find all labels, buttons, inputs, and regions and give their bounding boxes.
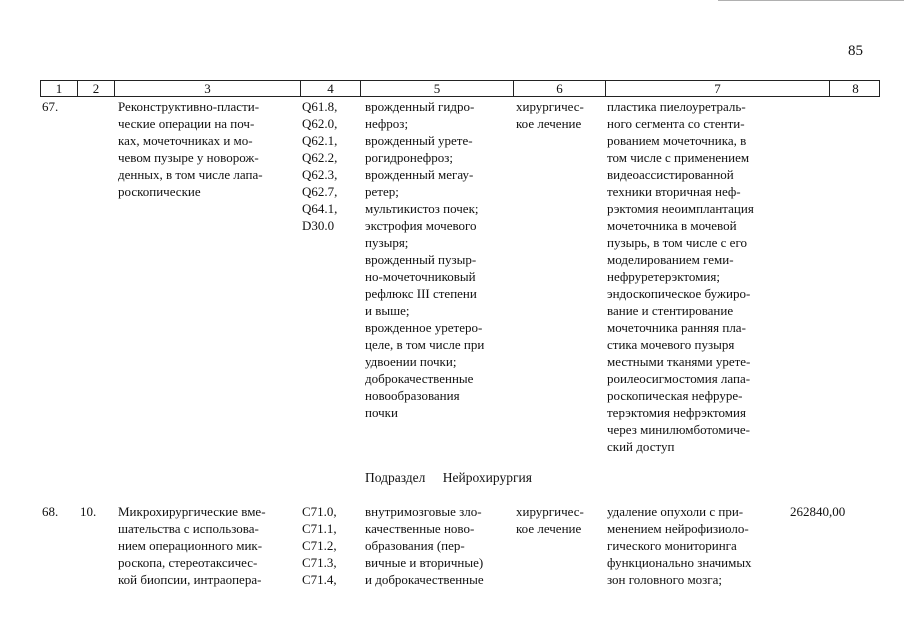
diagnosis-model: внутримозговые зло- качественные ново- образования (пер- вичные и вторичные) и доброкачественные (365, 504, 484, 587)
treatment-type: хирургичес- кое лечение (516, 504, 584, 536)
icd-codes: Q61.8, Q62.0, Q62.1, Q62.2, Q62.3, Q62.7, Q64.1, D30.0 (302, 99, 338, 233)
header-col-3: 3 (115, 81, 301, 96)
header-col-7: 7 (606, 81, 830, 96)
subsection-heading (365, 470, 532, 486)
header-col-5: 5 (361, 81, 514, 96)
icd-codes: C71.0, C71.1, C71.2, C71.3, C71.4, (302, 504, 337, 587)
header-col-2: 2 (78, 81, 115, 96)
treatment-type: хирургичес- кое лечение (516, 99, 584, 131)
group-number: 10. (80, 504, 97, 519)
header-col-8: 8 (852, 81, 859, 96)
row-number: 68. (42, 504, 59, 519)
subsection-label: Подраздел (365, 470, 426, 485)
treatment-method: удаление опухоли с при- менением нейрофизиоло- гического мониторинга функционально значимых зон головного мозга; (607, 504, 752, 587)
page-number: 85 (848, 43, 863, 59)
row-number: 67. (42, 99, 59, 114)
table-header-row (40, 80, 880, 97)
top-rule (718, 0, 904, 1)
subsection-name: Нейрохирургия (442, 470, 532, 485)
header-col-1: 1 (41, 81, 78, 96)
diagnosis-model: врожденный гидро- нефроз; врожденный урете- рогидронефроз; врожденный мегау- ретер; мультикистоз почек; экстрофия мочевого пузыря; врожденный пузыр- но-мочеточниковый рефлюкс III степени и выше; врожденное уретеро- целе, в том числе при удвоении почки; доброкачественные новообразования почки (365, 99, 485, 420)
treatment-name: Реконструктивно-пласти- ческие операции на поч- ках, мочеточниках и мо- чевом пузыре у новорож- денных, в том числе лапа- роскопические (118, 99, 263, 199)
header-col-6: 6 (514, 81, 606, 96)
treatment-method: пластика пиелоуретраль- ного сегмента со стенти- рованием мочеточника, в том числе с применением видеоассистированной техники вторичная неф- рэктомия неоимплантация мочеточника в мочевой пузырь, в том числе с его моделированием геми- нефруретерэктомия; эндоскопическое бужиро- вание и стентирование мочеточника ранняя пла- стика мочевого пузыря местными тканями урете- роилеосигмостомия лапа- роскопическая нефруре- терэктомия нефрэктомия через минилюмботомиче- ский доступ (607, 99, 754, 454)
header-col-4: 4 (301, 81, 361, 96)
cost-value: 262840,00 (790, 504, 846, 519)
treatment-name: Микрохирургические вме- шательства с использова- нием операционного мик- роскопа, стереотаксичес- кой биопсии, интраопера- (118, 504, 266, 587)
